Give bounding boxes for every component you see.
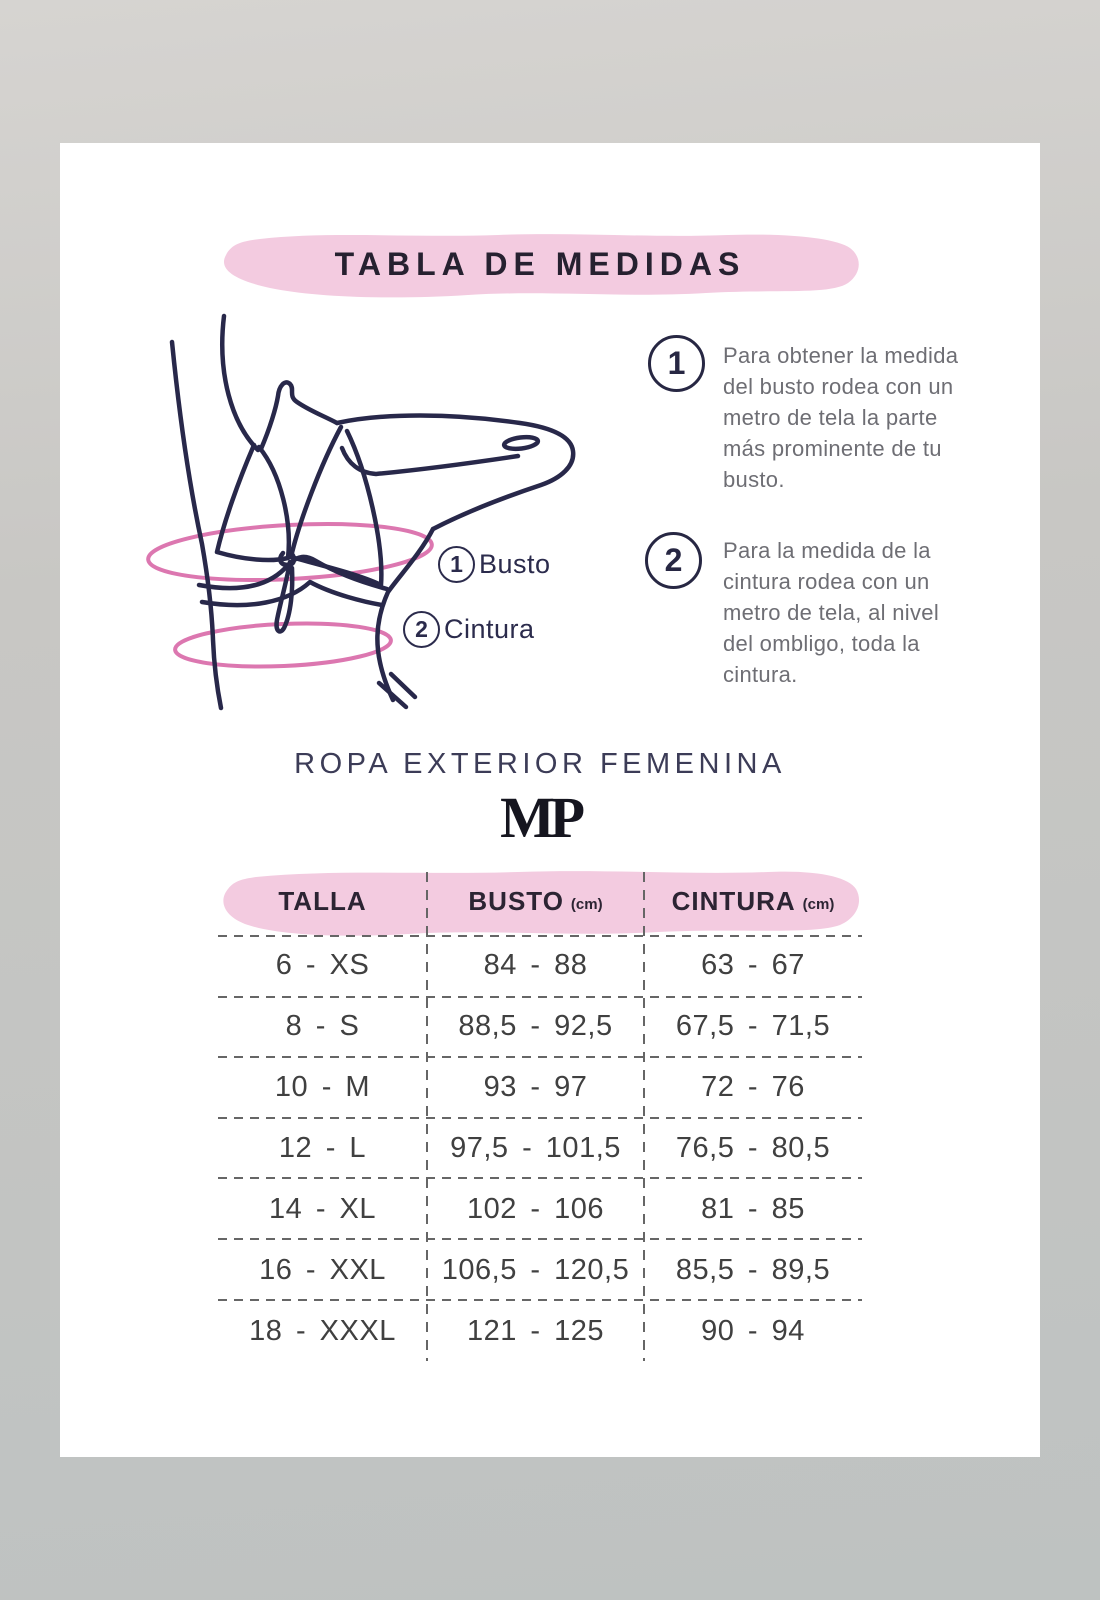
table-header-row — [218, 865, 862, 937]
table-cell-busto: 88,5 - 92,5 — [458, 1010, 613, 1042]
waist-label — [403, 611, 535, 648]
torso-line-art — [172, 316, 573, 708]
table-cell-cintura: 63 - 67 — [701, 949, 805, 981]
table-body — [218, 935, 862, 1362]
table-cell-cintura: 72 - 76 — [701, 1071, 805, 1103]
brand-logo: MP — [500, 785, 580, 850]
size-table — [218, 865, 862, 1362]
table-cell-busto: 106,5 - 120,5 — [441, 1254, 630, 1286]
number-2-circle-icon: 2 — [403, 611, 440, 648]
measurement-chart-card — [60, 143, 1040, 1457]
busto-unit: (cm) — [570, 895, 603, 913]
table-cell-talla: 16 - XXL — [259, 1254, 386, 1286]
section-heading: ROPA EXTERIOR FEMENINA — [294, 748, 786, 780]
number-1-circle-icon: 1 — [438, 546, 475, 583]
table-cell-talla: 14 - XL — [269, 1193, 376, 1225]
measurement-figure-illustration — [120, 302, 580, 712]
column-header-talla: TALLA — [278, 885, 367, 916]
instruction-1-text: Para obtener la medida del busto rodea con un metro de tela la parte más prominente de tu busto. — [723, 343, 959, 492]
table-cell-busto: 84 - 88 — [483, 949, 588, 981]
cintura-unit: (cm) — [802, 895, 835, 913]
column-header-cintura: CINTURA (cm) — [671, 885, 835, 916]
instruction-1-number-circle-icon: 1 — [648, 335, 705, 392]
instruction-2-number-circle-icon: 2 — [645, 532, 702, 589]
table-cell-talla: 12 - L — [278, 1132, 367, 1164]
title-banner — [218, 230, 862, 298]
table-cell-busto: 121 - 125 — [466, 1315, 605, 1347]
table-cell-busto: 97,5 - 101,5 — [450, 1132, 621, 1164]
table-cell-cintura: 76,5 - 80,5 — [675, 1132, 831, 1164]
column-header-busto: BUSTO (cm) — [468, 885, 603, 916]
table-cell-talla: 10 - M — [274, 1071, 371, 1103]
bust-label-text: Busto — [479, 549, 551, 579]
page-title: TABLA DE MEDIDAS — [334, 245, 746, 282]
table-cell-talla: 18 - XXXL — [249, 1315, 396, 1347]
table-cell-talla: 8 - S — [285, 1010, 360, 1042]
table-cell-talla: 6 - XS — [275, 949, 370, 981]
table-cell-cintura: 90 - 94 — [701, 1315, 805, 1347]
table-cell-cintura: 67,5 - 71,5 — [675, 1010, 831, 1042]
table-cell-busto: 93 - 97 — [483, 1071, 588, 1103]
table-cell-busto: 102 - 106 — [466, 1193, 605, 1225]
table-cell-cintura: 85,5 - 89,5 — [675, 1254, 831, 1286]
bust-label — [438, 546, 551, 583]
table-cell-cintura: 81 - 85 — [701, 1193, 805, 1225]
instruction-2-text: Para la medida de la cintura rodea con un metro de tela, al nivel del ombligo, toda la cintura. — [723, 538, 940, 687]
waist-label-text: Cintura — [444, 614, 535, 644]
